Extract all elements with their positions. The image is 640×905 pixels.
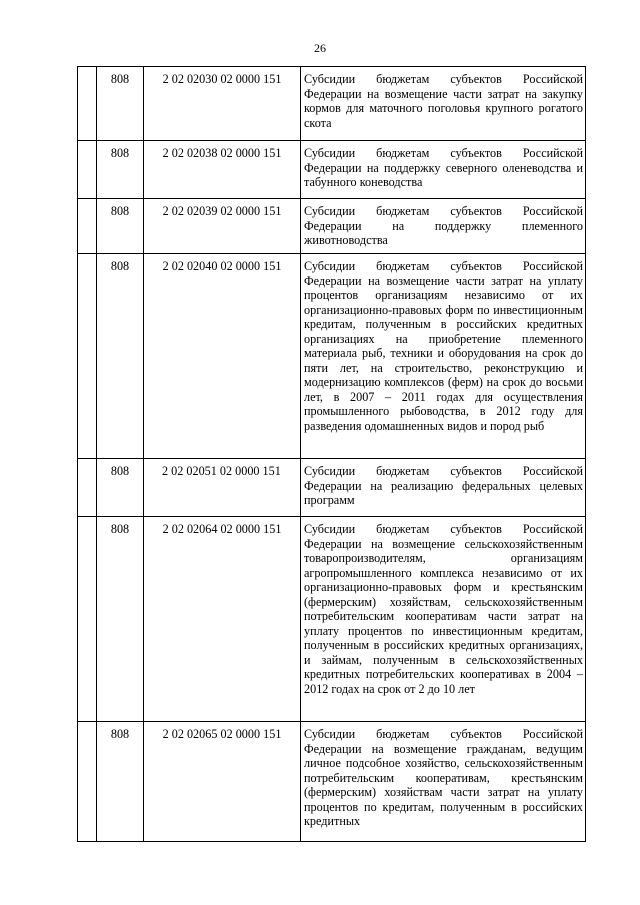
- admin-code-cell: 808: [97, 517, 144, 722]
- blank-cell: [78, 254, 97, 459]
- table-row: [78, 517, 586, 722]
- blank-cell: [78, 722, 97, 842]
- description-cell: Субсидии бюджетам субъектов Российской Федерации на поддержку северного оленеводства и табунного коневодства: [301, 141, 586, 199]
- description-cell: Субсидии бюджетам субъектов Российской Федерации на возмещение сельскохозяйственным товаропроизводителям, организациям агропромышленного комплекса независимо от их организационно-правовых форм и крестьянским (фермерским) хозяйствам, сельскохозяйственным потребительским кооперативам части затрат на уплату процентов по инвестиционным кредитам, полученным в российских кредитных организациях, и займам, полученным в сельскохозяйственных кредитных потребительских кооперативах в 2004 – 2012 годах на срок от 2 до 10 лет: [301, 517, 586, 722]
- blank-cell: [78, 141, 97, 199]
- table-row: [78, 722, 586, 842]
- description-cell: Субсидии бюджетам субъектов Российской Федерации на возмещение части затрат на закупку кормов для маточного поголовья крупного рогатого скота: [301, 67, 586, 141]
- admin-code-cell: 808: [97, 254, 144, 459]
- description-cell: Субсидии бюджетам субъектов Российской Федерации на поддержку племенного животноводства: [301, 199, 586, 254]
- blank-cell: [78, 199, 97, 254]
- budget-code-cell: 2 02 02051 02 0000 151: [144, 459, 301, 517]
- admin-code-cell: 808: [97, 141, 144, 199]
- description-cell: Субсидии бюджетам субъектов Российской Федерации на реализацию федеральных целевых программ: [301, 459, 586, 517]
- admin-code-cell: 808: [97, 722, 144, 842]
- budget-code-cell: 2 02 02030 02 0000 151: [144, 67, 301, 141]
- budget-revenue-table: [77, 66, 586, 842]
- description-cell: Субсидии бюджетам субъектов Российской Федерации на возмещение гражданам, ведущим личное подсобное хозяйство, сельскохозяйственным потребительским кооперативам, крестьянским (фермерским) хозяйствам части затрат на уплату процентов по кредитам, полученным в российских кредитных: [301, 722, 586, 842]
- budget-code-cell: 2 02 02065 02 0000 151: [144, 722, 301, 842]
- description-cell: Субсидии бюджетам субъектов Российской Федерации на возмещение части затрат на уплату процентов организациям независимо от их организационно-правовых форм по инвестиционным кредитам, полученным в российских кредитных организациях на приобретение племенного материала рыб, техники и оборудования на срок до пяти лет, на строительство, реконструкцию и модернизацию комплексов (ферм) на срок до восьми лет, в 2007 – 2011 годах для осуществления промышленного рыбоводства, в 2012 году для разведения одомашненных видов и пород рыб: [301, 254, 586, 459]
- blank-cell: [78, 67, 97, 141]
- table-row: [78, 254, 586, 459]
- admin-code-cell: 808: [97, 67, 144, 141]
- budget-code-cell: 2 02 02064 02 0000 151: [144, 517, 301, 722]
- admin-code-cell: 808: [97, 199, 144, 254]
- admin-code-cell: 808: [97, 459, 144, 517]
- table-row: [78, 199, 586, 254]
- budget-code-cell: 2 02 02040 02 0000 151: [144, 254, 301, 459]
- budget-code-cell: 2 02 02038 02 0000 151: [144, 141, 301, 199]
- blank-cell: [78, 517, 97, 722]
- blank-cell: [78, 459, 97, 517]
- table-row: [78, 141, 586, 199]
- table-row: [78, 459, 586, 517]
- table-row: [78, 67, 586, 141]
- budget-code-cell: 2 02 02039 02 0000 151: [144, 199, 301, 254]
- page-number: 26: [314, 41, 326, 55]
